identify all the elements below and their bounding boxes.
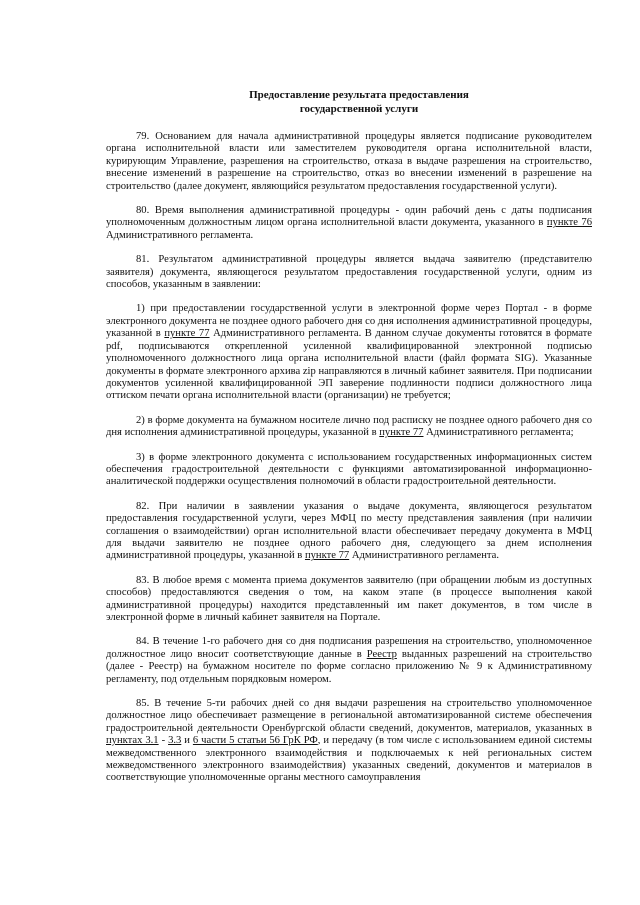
regulation-reference-link[interactable]: 6 части 5 статьи 56 ГрК РФ bbox=[192, 735, 318, 747]
paragraph-text: и bbox=[181, 735, 193, 747]
paragraph-text: 2) в форме документа на бумажном носителе лично под расписку не позднее одного рабочего дня со дня исполнения административной процедуры, указанной в bbox=[106, 414, 592, 439]
regulation-reference-link[interactable]: пункте 77 bbox=[164, 328, 210, 340]
paragraph bbox=[106, 698, 592, 785]
paragraph bbox=[106, 131, 592, 193]
paragraph bbox=[106, 303, 592, 402]
paragraph-text: 1) при предоставлении государственной услуги в электронной форме через Портал - в форме электронного документа не позднее одного рабочего дня со дня исполнения административной процедуры, указанной в bbox=[106, 303, 592, 340]
paragraph-text: 82. При наличии в заявлении указания о выдаче документа, являющегося результатом предоставления государственной услуги, через МФЦ по месту представления заявления (при наличии соглашения о взаимодействии) орган исполнительной власти обеспечивает передачу документа в МФЦ для выдачи заявителю не позднее одного рабочего дня, следующего за днем исполнения административной процедуры, указанной в bbox=[106, 500, 592, 562]
paragraph-text: , и передачу (в том числе с использованием единой системы межведомственного электронного взаимодействия и подключаемых к ней региональных систем межведомственного электронного взаимодействия) указанных сведений, документов и материалов в соответствующие уполномоченные органы местного самоуправления bbox=[106, 735, 593, 784]
document-body bbox=[106, 131, 592, 785]
regulation-reference-link[interactable]: Реестр bbox=[366, 648, 397, 660]
paragraph-text: 85. В течение 5-ти рабочих дней со дня выдачи разрешения на строительство уполномоченное должностное лицо обеспечивает размещение в региональной автоматизированной системе обеспечения градостроительной деятельности Оренбургской области сведений, документов, материалов, указанных в bbox=[106, 698, 592, 734]
section-title bbox=[106, 88, 592, 116]
paragraph-text: Административного регламента. bbox=[349, 550, 500, 562]
paragraph-text: 81. Результатом административной процедуры является выдача заявителю (представителю заявителя) документа, являющегося результатом предоставления государственной услуги, одним из способов, указанным в заявлении: bbox=[106, 254, 592, 291]
paragraph-text: Административного регламента. В данном случае документы готовятся в формате pdf, подписываются открепленной усиленной квалифицированной электронной подписью уполномоченного должностного лица органа исполнительной власти (файл формата SIG). Указанные документы в формате электронного архива zip направляются в личный кабинет заявителя. При подписании документов усиленной квалифицированной ЭП заверение подлинности подписи должностного лица оттиском печати органа исполнительной власти (организации) не требуется; bbox=[106, 328, 593, 402]
section-title-line-2: государственной услуги bbox=[299, 103, 419, 115]
section-title-line-1: Предоставление результата предоставления bbox=[249, 89, 469, 101]
paragraph bbox=[106, 575, 592, 625]
regulation-reference-link[interactable]: пункте 76 bbox=[546, 217, 592, 229]
regulation-reference-link[interactable]: пункте 77 bbox=[379, 427, 424, 439]
paragraph-text: - bbox=[158, 735, 169, 747]
paragraph-text: выданных разрешений на строительство (далее - Реестр) на бумажном носителе по форме согласно приложению № 9 к Административному регламенту, под отдельным порядковым номером. bbox=[106, 648, 592, 685]
paragraph bbox=[106, 501, 592, 563]
paragraph-text: Административного регламента. bbox=[106, 229, 254, 241]
regulation-reference-link[interactable]: пунктах 3.1 bbox=[106, 735, 159, 747]
regulation-reference-link[interactable]: пункте 77 bbox=[304, 550, 350, 562]
paragraph-text: 79. Основанием для начала административной процедуры является подписание руководителем органа исполнительной власти или заместителем руководителя органа исполнительной власти, курирующим Управление, разрешения на строительство, отказа в выдаче разрешения на строительство, внесение изменений в разрешение на строительство, отказ во внесении изменений в разрешение на строительство (далее документ, являющийся результатом предоставления государственной услуги). bbox=[106, 131, 592, 192]
paragraph-text: 83. В любое время с момента приема документов заявителю (при обращении любым из доступных способов) предоставляются сведения о том, на каком этапе (в процессе выполнения какой административной процедуры) находится представленный им пакет документов, в том числе в электронной форме в личный кабинет заявителя на Портале. bbox=[106, 574, 592, 623]
paragraph bbox=[106, 452, 592, 489]
paragraph bbox=[106, 205, 592, 242]
paragraph-text: 84. В течение 1-го рабочего дня со дня подписания разрешения на строительство, уполномоченное должностное лицо вносит соответствующие данные в bbox=[106, 636, 592, 660]
paragraph bbox=[106, 636, 592, 686]
paragraph-text: 80. Время выполнения административной процедуры - один рабочий день с даты подписания уполномоченным должностным лицом органа исполнительной власти документа, указанного в bbox=[106, 205, 592, 229]
paragraph-text: Административного регламента; bbox=[423, 427, 574, 439]
paragraph bbox=[106, 415, 592, 440]
paragraph bbox=[106, 254, 592, 291]
paragraph-text: 3) в форме электронного документа с использованием государственных информационных систем обеспечения градостроительной деятельности с функциями автоматизированной информационно-аналитической поддержки осуществления полномочий в области градостроительной деятельности. bbox=[106, 451, 592, 488]
regulation-reference-link[interactable]: 3.3 bbox=[168, 735, 182, 747]
